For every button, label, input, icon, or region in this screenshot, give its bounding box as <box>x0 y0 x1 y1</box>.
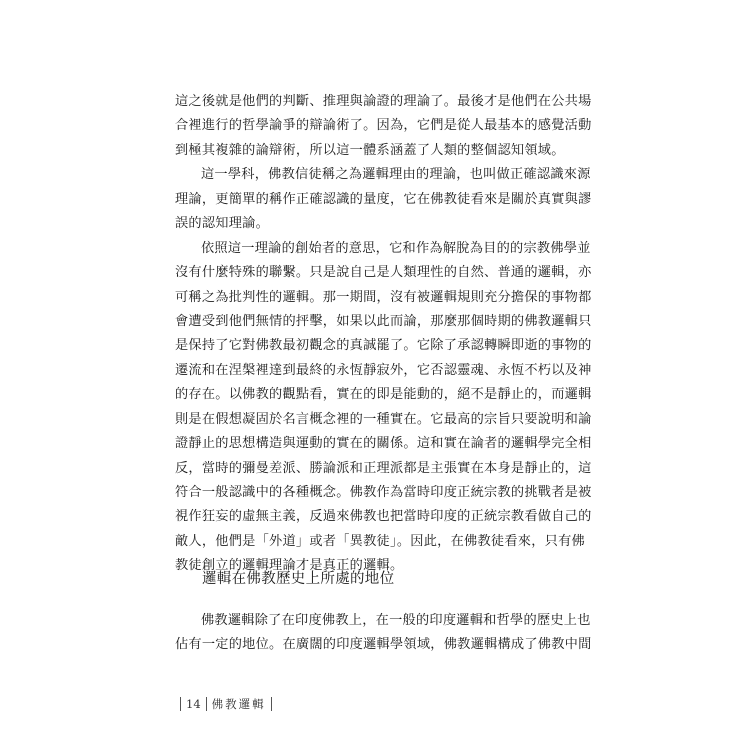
text-line: 合裡進行的哲學論爭的辯論術了。因為，它們是從人最基本的感覺活動 <box>175 118 592 134</box>
text-line: 到極其複雜的論辯術，所以這一體系涵蓋了人類的整個認知領域。 <box>175 142 565 158</box>
text-line: 符合一般認識中的各種概念。佛教作為當時印度正統宗教的挑戰者是被 <box>175 485 592 500</box>
text-line: 教徒創立的邏輯理論才是真正的邏輯。 <box>175 558 404 574</box>
footer-divider-middle <box>206 697 207 711</box>
body-text <box>175 90 592 579</box>
page-number: 14 <box>186 697 201 711</box>
text-line: 理論，更簡單的稱作正確認識的量度，它在佛教徒看來是關於真實與謬 <box>175 191 592 207</box>
text-line: 反，當時的彌曼差派、勝論派和正理派都是主張實在本身是靜止的，這 <box>175 460 592 476</box>
text-line: 是保持了它對佛教最初觀念的真誠罷了。它除了承認轉瞬即逝的事物的 <box>175 338 592 354</box>
text-line: 遷流和在涅槃裡達到最終的永恆靜寂外，它否認靈魂、永恆不朽以及神 <box>175 362 592 378</box>
text-line: 這一學科，佛教信徒稱之為邏輯理由的理論，也叫做正確認識來源 <box>201 167 591 183</box>
section-heading: 邏輯在佛教歷史上所處的地位 <box>202 571 395 587</box>
text-line: 佛教邏輯除了在印度佛教上，在一般的印度邏輯和哲學的歷史上也 <box>201 613 591 628</box>
footer-divider-left <box>180 697 181 711</box>
text-line: 證靜止的思想構造與運動的實在的關係。這和實在論者的邏輯學完全相 <box>175 436 592 452</box>
text-line: 佔有一定的地位。在廣闊的印度邏輯學領域，佛教邏輯構成了佛教中間 <box>175 637 592 653</box>
text-line: 敵人，他們是「外道」或者「異教徒」。因此，在佛教徒看來，只有佛 <box>175 533 585 549</box>
footer-divider-right <box>271 697 272 711</box>
text-line: 可稱之為批判性的邏輯。那一期間，沒有被邏輯規則充分擔保的事物都 <box>175 289 592 305</box>
text-line: 依照這一理論的創始者的意思，它和作為解脫為目的的宗教佛學並 <box>201 240 591 256</box>
body-text-continued <box>175 609 592 658</box>
text-line: 會遭受到他們無情的抨擊，如果以此而論，那麼那個時期的佛教邏輯只 <box>175 313 592 329</box>
page-footer <box>175 696 277 712</box>
text-line: 沒有什麼特殊的聯繫。只是說自己是人類理性的自然、普通的邏輯，亦 <box>175 265 592 281</box>
text-line: 的存在。以佛教的觀點看，實在的即是能動的，絕不是靜止的，而邏輯 <box>175 387 592 403</box>
text-line: 則是在假想凝固於名言概念裡的一種實在。它最高的宗旨只要說明和論 <box>175 411 592 427</box>
text-line: 這之後就是他們的判斷、推理與論證的理論了。最後才是他們在公共場 <box>175 94 592 109</box>
text-line: 視作狂妄的虛無主義，反過來佛教也把當時印度的正統宗教看做自己的 <box>175 509 592 525</box>
section-heading-wrap <box>202 569 394 589</box>
running-title: 佛教邏輯 <box>211 697 266 711</box>
text-line: 誤的認知理論。 <box>175 216 270 232</box>
